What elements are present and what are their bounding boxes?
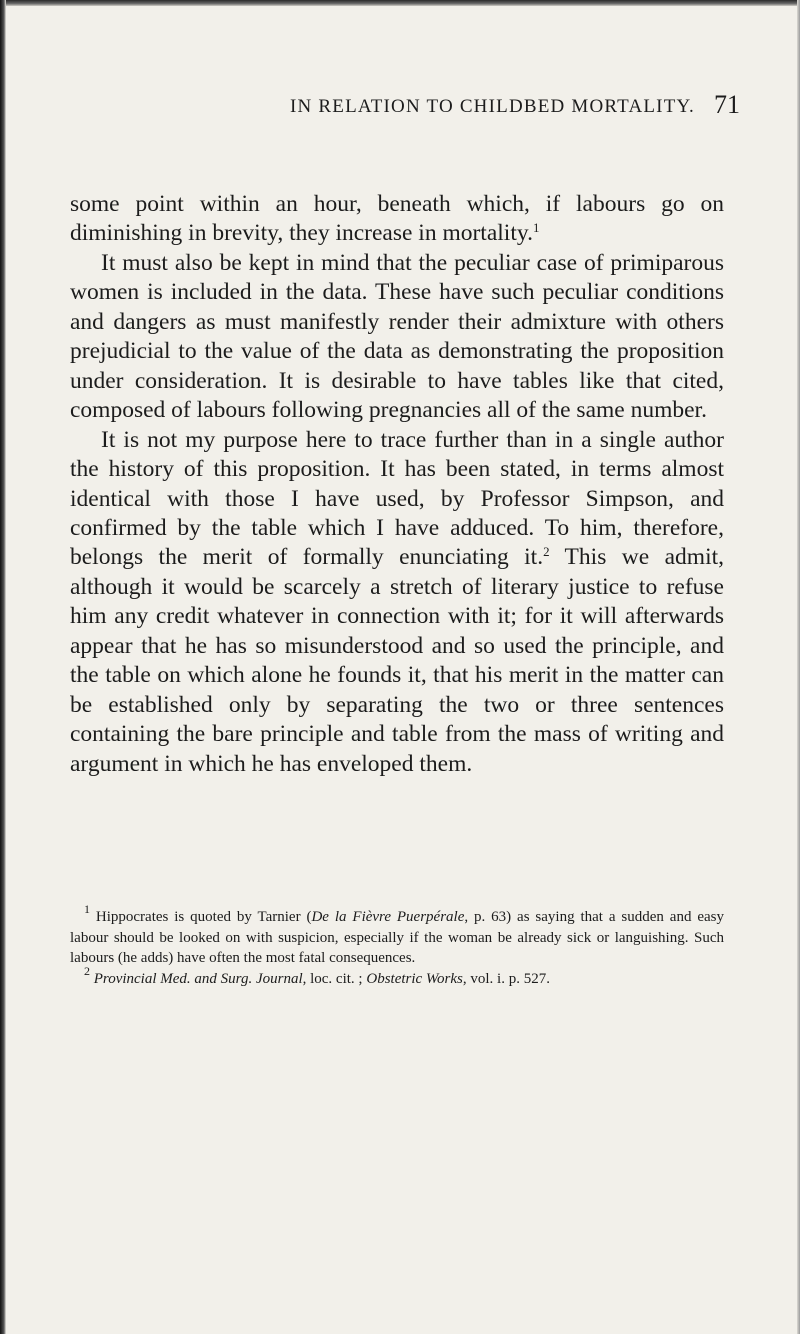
footnote-1-text-a: Hippocrates is quoted by Tarnier ( — [90, 909, 312, 925]
footnote-1-marker: 1 — [84, 902, 90, 917]
footnote-1-cited-title: De la Fièvre Puerpérale — [311, 909, 465, 925]
footnote-1-text-c: , p. 63) as saying that a sudden and easy labour should be looked on with suspicion, especially if the woman be already sick or languishing. Such labours (he adds) have often the most fatal consequences. — [70, 909, 724, 967]
page-header — [62, 90, 740, 122]
paragraph-3-text-b: This we admit, although it would be scarcely a stretch of literary justice to refuse him any credit whatever in connection with it; for it will afterwards appear that he has so misunderstood and so used the principle, and the table on which alone he founds it, that his merit in the matter can be established only by separating the two or three sentences containing the bare principle and table from the mass of writing and argument in which he has enveloped them. — [70, 544, 725, 777]
body-text — [70, 190, 724, 779]
footnote-ref-2: 2 — [543, 544, 550, 560]
paragraph-1 — [70, 190, 724, 249]
footnote-1 — [70, 902, 724, 969]
paragraph-1-text: some point within an hour, beneath which, if labours go on diminishing in brevity, they increase in mortality. — [70, 191, 724, 247]
page-number: 71 — [714, 90, 740, 119]
page-binding-edge — [0, 0, 6, 1334]
paragraph-2: It must also be kept in mind that the peculiar case of primiparous women is included in the data. These have such peculiar conditions and dangers as must manifestly render their admixture with others prejudicial to the value of the data as demonstrating the proposition under consideration. It is desirable to have tables like that cited, composed of labours following pregnancies all of the same number. — [70, 249, 724, 424]
footnote-2-cited-work: Obstetric Works — [366, 970, 463, 987]
footnotes — [70, 902, 724, 989]
paragraph-3 — [70, 426, 724, 779]
footnote-2 — [70, 963, 724, 990]
running-title: IN RELATION TO CHILDBED MORTALITY. — [290, 96, 695, 117]
footnote-ref-1: 1 — [532, 220, 540, 236]
footnote-2-text-d: , vol. i. p. 527. — [462, 970, 550, 987]
page-top-edge — [0, 0, 800, 6]
footnote-2-cited-journal: Provincial Med. and Surg. Journal — [93, 970, 303, 987]
paragraph-3-text-a: It is not my purpose here to trace further than in a single author the history of this proposition. It has been stated, in terms almost identical with those I have used, by Professor Simpson, and confirmed by the table which I have adduced. To him, therefore, belongs the merit of formally enunciating it. — [70, 426, 724, 571]
footnote-2-text-b: , loc. cit. ; — [302, 970, 367, 987]
footnote-2-marker: 2 — [84, 963, 90, 978]
